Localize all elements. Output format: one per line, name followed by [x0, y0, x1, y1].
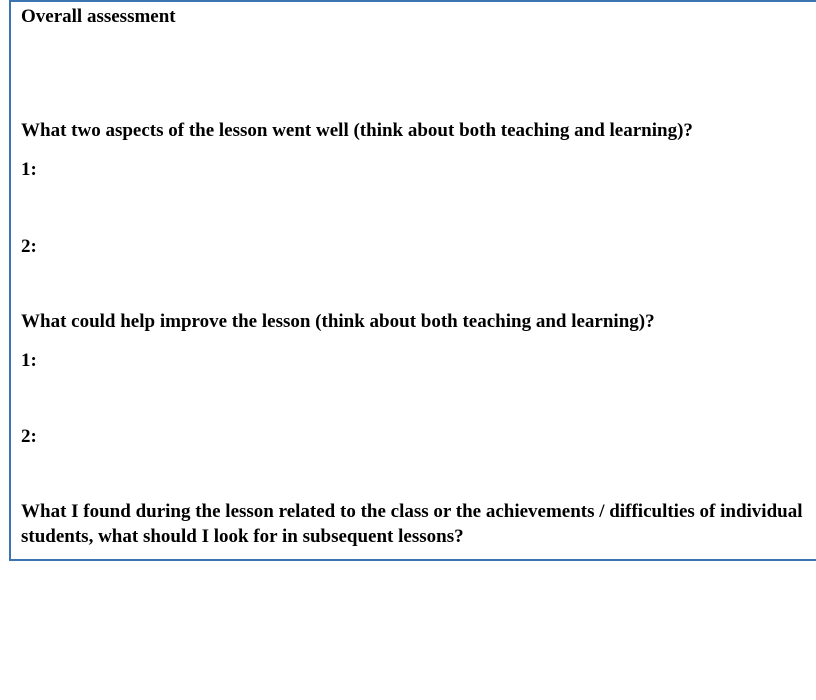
question-improve: What could help improve the lesson (think about both teaching and learning)?: [21, 311, 655, 332]
assessment-form: [9, 0, 816, 561]
improve-answer-2-label: 2:: [21, 426, 37, 447]
question-went-well: What two aspects of the lesson went well (think about both teaching and learning)?: [21, 120, 693, 141]
form-title: Overall assessment: [21, 6, 176, 27]
improve-answer-1-label: 1:: [21, 350, 37, 371]
went-well-answer-1-label: 1:: [21, 159, 37, 180]
went-well-answer-2-label: 2:: [21, 236, 37, 257]
question-observations: What I found during the lesson related to the class or the achievements / difficulties of individual students, what should I look for in subsequent lessons?: [21, 501, 803, 547]
